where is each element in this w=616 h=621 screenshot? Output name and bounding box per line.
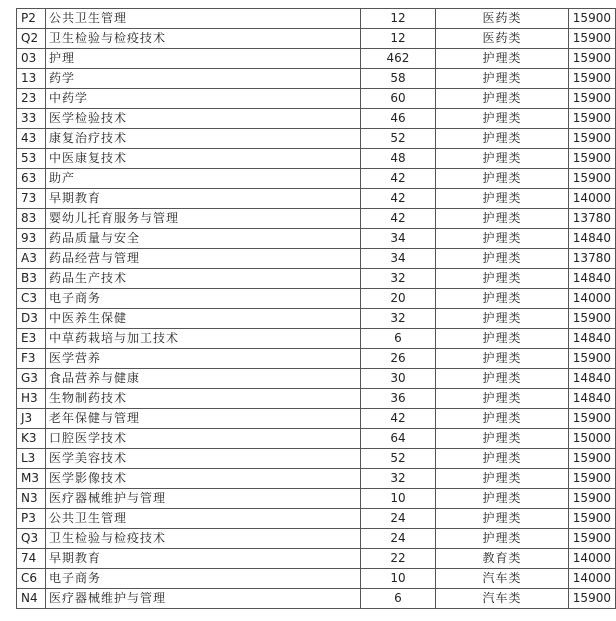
tuition-fee-cell: 14840 <box>568 229 615 249</box>
plan-count-cell: 462 <box>360 49 436 69</box>
major-name-cell: 药学 <box>45 69 360 89</box>
table-row <box>17 49 616 69</box>
plan-count-cell: 34 <box>360 229 436 249</box>
table-row <box>17 69 616 89</box>
major-code-cell: J3 <box>17 409 46 429</box>
tuition-fee-cell: 13780 <box>568 249 615 269</box>
major-code-cell: L3 <box>17 449 46 469</box>
major-code-cell: E3 <box>17 329 46 349</box>
table-row <box>17 589 616 609</box>
major-code-cell: Q2 <box>17 29 46 49</box>
table-row <box>17 429 616 449</box>
category-cell: 护理类 <box>436 349 568 369</box>
major-code-cell: 03 <box>17 49 46 69</box>
category-cell: 护理类 <box>436 389 568 409</box>
category-cell: 护理类 <box>436 69 568 89</box>
tuition-fee-cell: 15900 <box>568 309 615 329</box>
table-body <box>17 9 616 609</box>
category-cell: 护理类 <box>436 89 568 109</box>
major-name-cell: 食品营养与健康 <box>45 369 360 389</box>
table-row <box>17 249 616 269</box>
major-name-cell: 护理 <box>45 49 360 69</box>
major-code-cell: K3 <box>17 429 46 449</box>
plan-count-cell: 46 <box>360 109 436 129</box>
plan-count-cell: 42 <box>360 189 436 209</box>
major-name-cell: 中医康复技术 <box>45 149 360 169</box>
plan-count-cell: 22 <box>360 549 436 569</box>
tuition-fee-cell: 15900 <box>568 489 615 509</box>
table-row <box>17 529 616 549</box>
tuition-fee-cell: 15900 <box>568 589 615 609</box>
category-cell: 医药类 <box>436 9 568 29</box>
plan-count-cell: 52 <box>360 129 436 149</box>
major-name-cell: 药品经营与管理 <box>45 249 360 269</box>
table-row <box>17 29 616 49</box>
tuition-fee-cell: 14840 <box>568 329 615 349</box>
tuition-fee-cell: 14840 <box>568 369 615 389</box>
major-code-cell: 74 <box>17 549 46 569</box>
major-code-cell: D3 <box>17 309 46 329</box>
category-cell: 护理类 <box>436 169 568 189</box>
major-name-cell: 医学美容技术 <box>45 449 360 469</box>
tuition-fee-cell: 15900 <box>568 169 615 189</box>
plan-count-cell: 64 <box>360 429 436 449</box>
category-cell: 护理类 <box>436 449 568 469</box>
major-name-cell: 早期教育 <box>45 549 360 569</box>
category-cell: 护理类 <box>436 129 568 149</box>
category-cell: 护理类 <box>436 469 568 489</box>
table-row <box>17 569 616 589</box>
tuition-fee-cell: 15900 <box>568 509 615 529</box>
table-row <box>17 289 616 309</box>
category-cell: 护理类 <box>436 269 568 289</box>
category-cell: 护理类 <box>436 529 568 549</box>
major-code-cell: Q3 <box>17 529 46 549</box>
major-name-cell: 公共卫生管理 <box>45 9 360 29</box>
major-code-cell: G3 <box>17 369 46 389</box>
major-name-cell: 康复治疗技术 <box>45 129 360 149</box>
plan-count-cell: 48 <box>360 149 436 169</box>
major-name-cell: 生物制药技术 <box>45 389 360 409</box>
plan-count-cell: 10 <box>360 489 436 509</box>
tuition-fee-cell: 15900 <box>568 469 615 489</box>
table-row <box>17 9 616 29</box>
major-code-cell: N3 <box>17 489 46 509</box>
tuition-fee-cell: 15900 <box>568 449 615 469</box>
tuition-fee-cell: 14000 <box>568 569 615 589</box>
table-row <box>17 269 616 289</box>
major-name-cell: 医学营养 <box>45 349 360 369</box>
category-cell: 护理类 <box>436 509 568 529</box>
table-row <box>17 89 616 109</box>
major-code-cell: 13 <box>17 69 46 89</box>
plan-count-cell: 60 <box>360 89 436 109</box>
major-name-cell: 早期教育 <box>45 189 360 209</box>
category-cell: 护理类 <box>436 189 568 209</box>
major-name-cell: 医学影像技术 <box>45 469 360 489</box>
major-code-cell: 53 <box>17 149 46 169</box>
category-cell: 护理类 <box>436 229 568 249</box>
tuition-fee-cell: 15900 <box>568 409 615 429</box>
major-name-cell: 中药学 <box>45 89 360 109</box>
major-name-cell: 医疗器械维护与管理 <box>45 489 360 509</box>
category-cell: 护理类 <box>436 489 568 509</box>
category-cell: 汽车类 <box>436 569 568 589</box>
table-row <box>17 109 616 129</box>
plan-count-cell: 52 <box>360 449 436 469</box>
major-code-cell: C6 <box>17 569 46 589</box>
table-row <box>17 169 616 189</box>
major-name-cell: 药品生产技术 <box>45 269 360 289</box>
table-row <box>17 309 616 329</box>
plan-count-cell: 32 <box>360 469 436 489</box>
major-code-cell: N4 <box>17 589 46 609</box>
plan-count-cell: 36 <box>360 389 436 409</box>
plan-count-cell: 26 <box>360 349 436 369</box>
category-cell: 医药类 <box>436 29 568 49</box>
tuition-fee-cell: 15900 <box>568 69 615 89</box>
table-row <box>17 149 616 169</box>
tuition-fee-cell: 15900 <box>568 29 615 49</box>
tuition-fee-cell: 14000 <box>568 189 615 209</box>
major-name-cell: 药品质量与安全 <box>45 229 360 249</box>
tuition-fee-cell: 15900 <box>568 349 615 369</box>
major-name-cell: 卫生检验与检疫技术 <box>45 29 360 49</box>
plan-count-cell: 42 <box>360 169 436 189</box>
tuition-fee-cell: 15000 <box>568 429 615 449</box>
plan-count-cell: 30 <box>360 369 436 389</box>
major-code-cell: 43 <box>17 129 46 149</box>
plan-count-cell: 10 <box>360 569 436 589</box>
table-row <box>17 209 616 229</box>
major-code-cell: 73 <box>17 189 46 209</box>
major-name-cell: 中医养生保健 <box>45 309 360 329</box>
category-cell: 护理类 <box>436 49 568 69</box>
table-row <box>17 509 616 529</box>
table-row <box>17 229 616 249</box>
category-cell: 护理类 <box>436 429 568 449</box>
major-name-cell: 卫生检验与检疫技术 <box>45 529 360 549</box>
plan-count-cell: 12 <box>360 29 436 49</box>
tuition-fee-cell: 15900 <box>568 529 615 549</box>
category-cell: 护理类 <box>436 329 568 349</box>
major-code-cell: 63 <box>17 169 46 189</box>
tuition-fee-cell: 14000 <box>568 549 615 569</box>
major-code-cell: P2 <box>17 9 46 29</box>
plan-count-cell: 24 <box>360 529 436 549</box>
table-row <box>17 469 616 489</box>
major-code-cell: 33 <box>17 109 46 129</box>
plan-count-cell: 32 <box>360 269 436 289</box>
major-code-cell: A3 <box>17 249 46 269</box>
plan-count-cell: 12 <box>360 9 436 29</box>
major-name-cell: 口腔医学技术 <box>45 429 360 449</box>
plan-count-cell: 42 <box>360 209 436 229</box>
plan-count-cell: 24 <box>360 509 436 529</box>
table-row <box>17 409 616 429</box>
category-cell: 护理类 <box>436 369 568 389</box>
major-name-cell: 电子商务 <box>45 289 360 309</box>
table-row <box>17 189 616 209</box>
tuition-fee-cell: 15900 <box>568 89 615 109</box>
tuition-fee-cell: 15900 <box>568 109 615 129</box>
category-cell: 护理类 <box>436 109 568 129</box>
table-row <box>17 449 616 469</box>
major-name-cell: 公共卫生管理 <box>45 509 360 529</box>
major-code-cell: H3 <box>17 389 46 409</box>
tuition-fee-cell: 15900 <box>568 9 615 29</box>
tuition-fee-cell: 15900 <box>568 49 615 69</box>
major-code-cell: 83 <box>17 209 46 229</box>
tuition-fee-cell: 14840 <box>568 269 615 289</box>
category-cell: 护理类 <box>436 149 568 169</box>
major-code-cell: F3 <box>17 349 46 369</box>
category-cell: 护理类 <box>436 249 568 269</box>
plan-count-cell: 32 <box>360 309 436 329</box>
major-code-cell: P3 <box>17 509 46 529</box>
major-code-cell: C3 <box>17 289 46 309</box>
category-cell: 汽车类 <box>436 589 568 609</box>
table-row <box>17 349 616 369</box>
major-code-cell: B3 <box>17 269 46 289</box>
major-name-cell: 婴幼儿托育服务与管理 <box>45 209 360 229</box>
enrollment-table <box>16 8 616 609</box>
major-name-cell: 医学检验技术 <box>45 109 360 129</box>
major-code-cell: M3 <box>17 469 46 489</box>
category-cell: 护理类 <box>436 289 568 309</box>
major-name-cell: 中草药栽培与加工技术 <box>45 329 360 349</box>
category-cell: 护理类 <box>436 309 568 329</box>
category-cell: 护理类 <box>436 209 568 229</box>
tuition-fee-cell: 13780 <box>568 209 615 229</box>
table-row <box>17 489 616 509</box>
plan-count-cell: 34 <box>360 249 436 269</box>
table-row <box>17 329 616 349</box>
tuition-fee-cell: 15900 <box>568 129 615 149</box>
table-row <box>17 389 616 409</box>
major-name-cell: 助产 <box>45 169 360 189</box>
table-row <box>17 549 616 569</box>
plan-count-cell: 6 <box>360 329 436 349</box>
major-name-cell: 老年保健与管理 <box>45 409 360 429</box>
plan-count-cell: 6 <box>360 589 436 609</box>
major-code-cell: 93 <box>17 229 46 249</box>
category-cell: 教育类 <box>436 549 568 569</box>
major-code-cell: 23 <box>17 89 46 109</box>
major-name-cell: 电子商务 <box>45 569 360 589</box>
table-row <box>17 129 616 149</box>
plan-count-cell: 42 <box>360 409 436 429</box>
tuition-fee-cell: 14000 <box>568 289 615 309</box>
tuition-fee-cell: 15900 <box>568 149 615 169</box>
table-row <box>17 369 616 389</box>
category-cell: 护理类 <box>436 409 568 429</box>
tuition-fee-cell: 14840 <box>568 389 615 409</box>
major-name-cell: 医疗器械维护与管理 <box>45 589 360 609</box>
plan-count-cell: 20 <box>360 289 436 309</box>
plan-count-cell: 58 <box>360 69 436 89</box>
